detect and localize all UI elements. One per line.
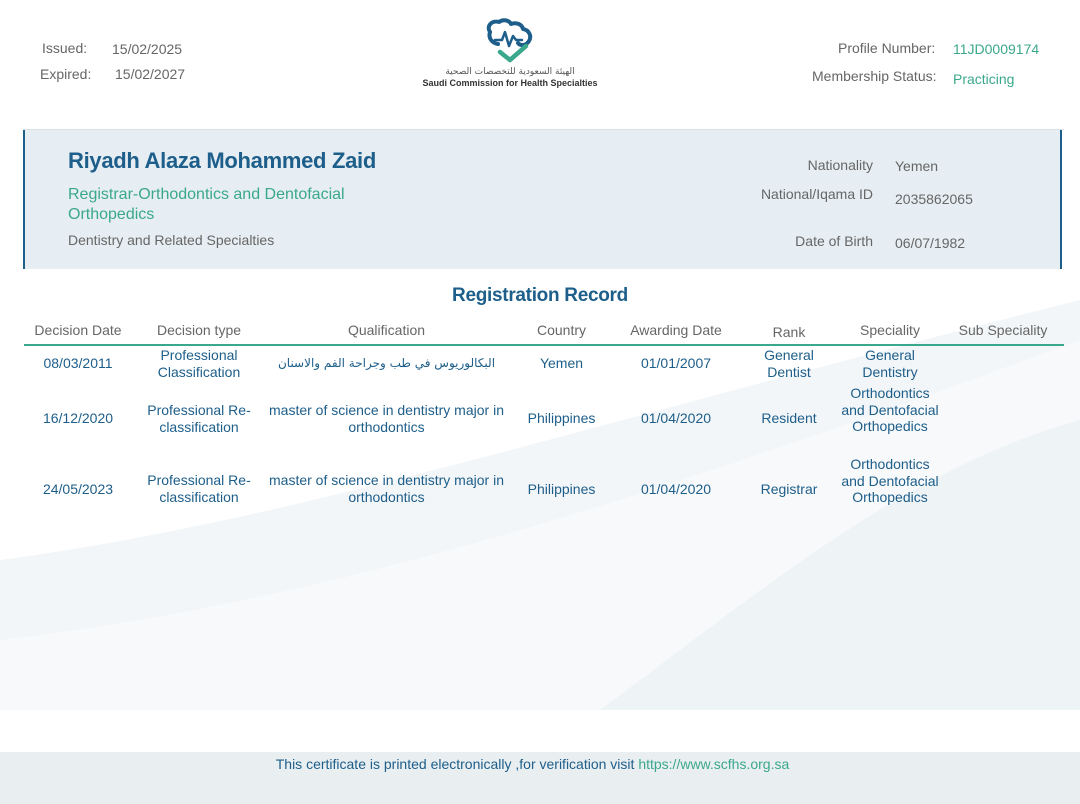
cell-decision-date: 16/12/2020 bbox=[42, 410, 114, 426]
cell-decision-type: Professional Re-classification bbox=[147, 402, 251, 435]
column-header-qualification: Qualification bbox=[347, 322, 426, 338]
dob-value: 06/07/1982 bbox=[895, 235, 966, 251]
cell-speciality: General Dentistry bbox=[862, 347, 918, 380]
column-header-speciality: Speciality bbox=[860, 322, 920, 338]
footer-verification-note bbox=[0, 756, 1065, 772]
column-header-awarding-date: Awarding Date bbox=[630, 322, 722, 338]
column-header-rank: Rank bbox=[772, 324, 806, 340]
membership-status-label: Membership Status: bbox=[812, 68, 937, 84]
column-header-decision-date: Decision Date bbox=[34, 322, 122, 338]
cell-country: Philippines bbox=[527, 410, 596, 426]
cell-awarding-date: 01/01/2007 bbox=[640, 355, 712, 371]
scfhs-logo bbox=[420, 16, 600, 96]
profile-number-label: Profile Number: bbox=[838, 40, 936, 56]
cell-country: Yemen bbox=[539, 355, 584, 371]
verification-link[interactable]: https://www.scfhs.org.sa bbox=[638, 756, 790, 772]
column-header-sub-speciality: Sub Speciality bbox=[958, 322, 1048, 338]
cell-rank: Registrar bbox=[760, 481, 818, 497]
footer-text: This certificate is printed electronically ,for verification visit bbox=[275, 756, 635, 772]
cell-qualification: البكالوريوس في طب وجراحة الفم والاسنان bbox=[277, 356, 496, 370]
cell-rank: Resident bbox=[761, 410, 817, 426]
dob-label: Date of Birth bbox=[795, 233, 873, 249]
scfhs-logo-mark-icon bbox=[482, 16, 538, 66]
cell-awarding-date: 01/04/2020 bbox=[640, 481, 712, 497]
issued-date: 15/02/2025 bbox=[112, 41, 183, 57]
registration-table-header bbox=[24, 322, 1064, 346]
issued-label: Issued: bbox=[42, 40, 88, 56]
practitioner-position: Registrar-Orthodontics and Dentofacial Orthopedics bbox=[68, 186, 345, 223]
logo-arabic-text: الهيئة السعودية للتخصصات الصحية bbox=[445, 67, 575, 77]
cell-speciality: Orthodontics and Dentofacial Orthopedics bbox=[841, 385, 939, 434]
registration-record-title: Registration Record bbox=[452, 285, 628, 306]
cell-decision-date: 08/03/2011 bbox=[43, 355, 113, 371]
specialty-group: Dentistry and Related Specialties bbox=[68, 232, 275, 248]
practitioner-name: Riyadh Alaza Mohammed Zaid bbox=[68, 148, 376, 173]
profile-panel bbox=[23, 129, 1062, 269]
national-id-label: National/Iqama ID bbox=[760, 186, 873, 202]
nationality-value: Yemen bbox=[895, 158, 939, 174]
cell-decision-type: Professional Re-classification bbox=[147, 472, 251, 505]
logo-english-text: Saudi Commission for Health Specialties bbox=[422, 78, 598, 88]
cell-rank: General Dentist bbox=[764, 347, 814, 380]
cell-decision-type: Professional Classification bbox=[157, 347, 241, 380]
expired-label: Expired: bbox=[40, 66, 92, 82]
cell-country: Philippines bbox=[527, 481, 596, 497]
cell-speciality: Orthodontics and Dentofacial Orthopedics bbox=[841, 456, 939, 505]
cell-decision-date: 24/05/2023 bbox=[42, 481, 114, 497]
profile-number-value: 11JD0009174 bbox=[953, 41, 1040, 57]
cell-qualification: master of science in dentistry major in orthodontics bbox=[269, 402, 504, 435]
column-header-country: Country bbox=[536, 322, 587, 338]
national-id-value: 2035862065 bbox=[895, 191, 973, 207]
cell-qualification: master of science in dentistry major in orthodontics bbox=[269, 472, 504, 505]
nationality-label: Nationality bbox=[807, 157, 873, 173]
cell-awarding-date: 01/04/2020 bbox=[640, 410, 712, 426]
column-header-decision-type: Decision type bbox=[156, 322, 242, 338]
expired-date: 15/02/2027 bbox=[115, 66, 186, 82]
membership-status-value: Practicing bbox=[953, 71, 1015, 87]
